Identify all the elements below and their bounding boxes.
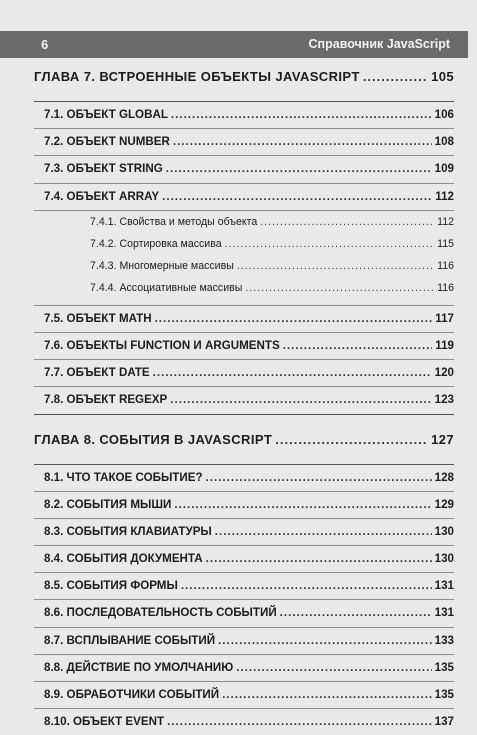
dot-leader [206, 552, 432, 565]
subsection-title: 7.4.2. Сортировка массива [90, 237, 222, 250]
section-title: 8.3. СОБЫТИЯ КЛАВИАТУРЫ [44, 524, 212, 538]
dot-leader [275, 432, 428, 447]
section-title: 8.9. ОБРАБОТЧИКИ СОБЫТИЙ [44, 688, 220, 701]
section-8-2 [34, 492, 454, 518]
section-title: 7.3. ОБЪЕКТ STRING [44, 162, 163, 176]
section-page: 135 [434, 660, 454, 674]
section-page: 131 [434, 606, 454, 620]
dot-leader [170, 393, 431, 406]
section-8-3 [34, 519, 454, 545]
section-7-7 [34, 360, 454, 386]
dot-leader [283, 339, 433, 352]
section-7-2 [34, 129, 454, 155]
chapter-title: ГЛАВА 7. ВСТРОЕННЫЕ ОБЪЕКТЫ JAVASCRIPT [34, 69, 360, 84]
section-page: 130 [434, 552, 454, 566]
dot-leader [181, 579, 432, 592]
dot-leader [280, 606, 432, 619]
section-8-5 [34, 573, 454, 599]
section-page: 135 [434, 688, 454, 701]
section-title: 7.6. ОБЪЕКТЫ FUNCTION И ARGUMENTS [44, 338, 280, 352]
section-7-5 [34, 306, 454, 332]
dot-leader [166, 162, 432, 175]
dot-leader [173, 135, 432, 148]
dot-leader [222, 688, 432, 701]
dot-leader [153, 366, 432, 379]
chapter-title: ГЛАВА 8. СОБЫТИЯ В JAVASCRIPT [34, 431, 273, 447]
section-8-10 [34, 709, 454, 735]
dot-leader [162, 190, 432, 203]
section-title: 8.2. СОБЫТИЯ МЫШИ [44, 497, 172, 511]
page-number: 6 [41, 37, 49, 52]
section-8-9 [34, 682, 454, 708]
section-title: 8.7. ВСПЛЫВАНИЕ СОБЫТИЙ [44, 633, 216, 647]
section-page: 133 [434, 633, 454, 647]
section-page: 128 [434, 470, 454, 484]
section-title: 7.1. ОБЪЕКТ GLOBAL [44, 108, 168, 121]
section-title: 7.8. ОБЪЕКТ REGEXP [44, 393, 168, 407]
subsection-7-4-1 [34, 211, 454, 233]
section-page: 137 [434, 715, 454, 729]
section-page: 119 [435, 338, 454, 352]
section-page: 129 [434, 497, 454, 511]
section-title: 8.10. ОБЪЕКТ EVENT [44, 715, 165, 729]
subsection-7-4-2 [34, 233, 454, 255]
section-title: 7.2. ОБЪЕКТ NUMBER [44, 135, 170, 149]
subsection-page: 112 [437, 215, 454, 228]
section-8-4 [34, 546, 454, 572]
section-page: 131 [434, 579, 454, 593]
section-title: 8.4. СОБЫТИЯ ДОКУМЕНТА [44, 552, 203, 566]
section-8-6 [34, 600, 454, 626]
section-page: 112 [435, 189, 454, 203]
dot-leader [167, 715, 432, 728]
dot-leader [218, 634, 432, 647]
section-7-8 [34, 387, 454, 413]
chapter-8-entry [34, 431, 454, 464]
dot-leader [155, 312, 433, 325]
section-title: 7.4. ОБЪЕКТ ARRAY [44, 189, 160, 203]
section-page: 123 [434, 393, 454, 407]
table-of-contents [34, 68, 454, 735]
running-header [0, 31, 468, 58]
chapter-7-entry [34, 68, 454, 101]
chapter-page: 127 [431, 431, 454, 447]
section-title: 8.8. ДЕЙСТВИЕ ПО УМОЛЧАНИЮ [44, 660, 234, 674]
section-page: 109 [434, 162, 454, 176]
subsection-title: 7.4.3. Многомерные массивы [90, 259, 234, 272]
section-7-1 [34, 102, 454, 128]
section-7-3 [34, 156, 454, 182]
section-7-4 [34, 184, 454, 210]
dot-leader [245, 282, 434, 294]
section-title: 8.6. ПОСЛЕДОВАТЕЛЬНОСТЬ СОБЫТИЙ [44, 606, 277, 620]
section-page: 108 [434, 135, 454, 149]
subsection-page: 116 [437, 259, 454, 272]
section-8-7 [34, 628, 454, 654]
dot-leader [171, 108, 432, 121]
subsection-title: 7.4.4. Ассоциативные массивы [90, 281, 243, 294]
subsection-7-4-3 [34, 255, 454, 277]
dot-leader [260, 216, 434, 228]
dot-leader [174, 498, 431, 511]
section-page: 117 [435, 311, 454, 325]
book-title: Справочник JavaScript [308, 37, 450, 51]
section-8-1 [34, 465, 454, 491]
dot-leader [225, 238, 434, 250]
dot-leader [237, 260, 434, 272]
subsection-title: 7.4.1. Свойства и методы объекта [90, 215, 258, 228]
subsection-page: 115 [437, 237, 454, 250]
section-page: 120 [434, 366, 454, 380]
subsection-page: 116 [437, 281, 454, 294]
dot-leader [215, 525, 432, 538]
dot-leader [363, 69, 428, 84]
dot-leader [236, 661, 431, 674]
section-title: 7.5. ОБЪЕКТ MATH [44, 311, 152, 325]
subsection-7-4-4 [34, 277, 454, 299]
section-title: 8.5. СОБЫТИЯ ФОРМЫ [44, 579, 178, 593]
section-title: 8.1. ЧТО ТАКОЕ СОБЫТИЕ? [44, 470, 203, 484]
section-7-6 [34, 333, 454, 359]
section-8-8 [34, 655, 454, 681]
section-page: 130 [434, 524, 454, 538]
section-page: 106 [434, 108, 454, 121]
section-title: 7.7. ОБЪЕКТ DATE [44, 366, 150, 380]
chapter-page: 105 [431, 69, 454, 84]
dot-leader [206, 471, 432, 484]
